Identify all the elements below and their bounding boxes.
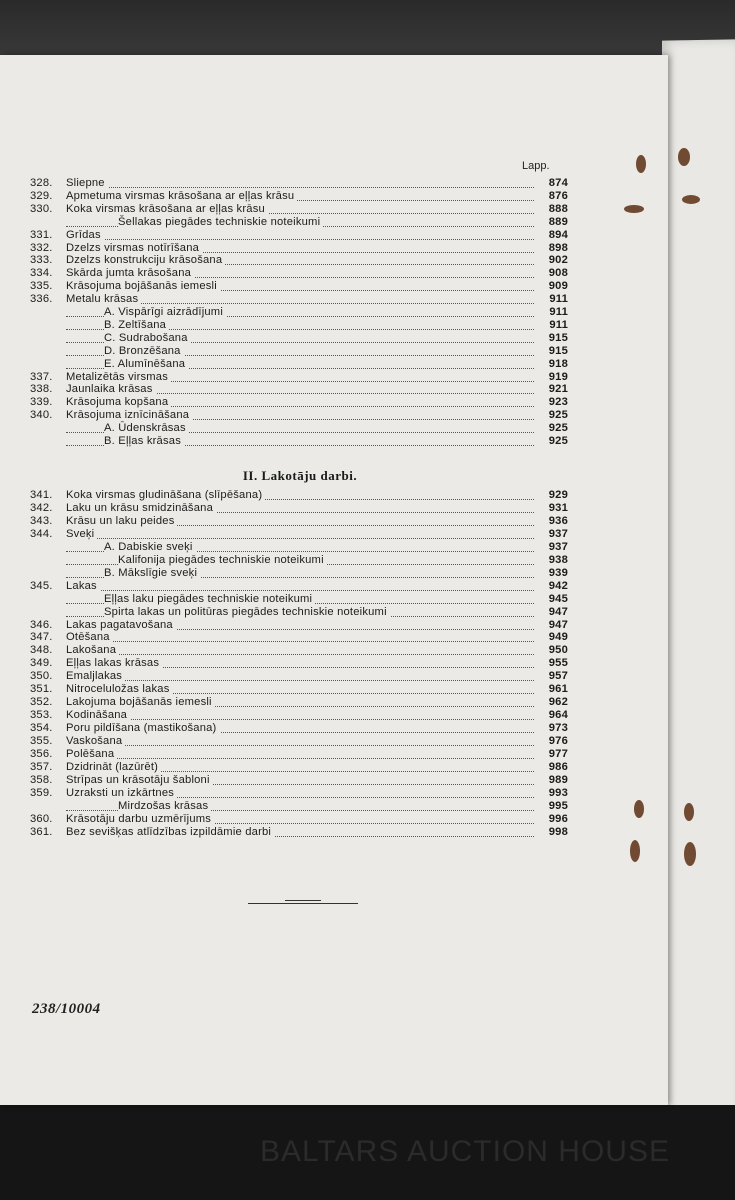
toc-entry	[30, 709, 568, 722]
toc-entry-title: Spirta lakas un politūras piegādes techniskie noteikumi	[104, 606, 390, 619]
toc-entry-number: 337.	[30, 370, 53, 383]
toc-entry-title: Lakošana	[66, 644, 119, 657]
toc-entry-title: Vaskošana	[66, 735, 125, 748]
toc-entry	[30, 190, 568, 203]
toc-entry-title: Emaljlakas	[66, 670, 125, 683]
toc-entry-title: A. Vispārīgi aizrādījumi	[104, 306, 226, 319]
toc-entry-number: 350.	[30, 670, 53, 683]
toc-entry-page: 996	[536, 813, 568, 826]
toc-entry-page: 889	[536, 216, 568, 229]
toc-entry	[30, 280, 568, 293]
toc-entry	[30, 358, 568, 371]
dot-leader	[66, 644, 534, 655]
toc-entry-page: 973	[536, 722, 568, 735]
toc-entry	[30, 267, 568, 280]
toc-entry-page: 947	[536, 606, 568, 619]
toc-entry-title: Kodināšana	[66, 709, 130, 722]
toc-entry-title: Skārda jumta krāsošana	[66, 267, 194, 280]
dot-leader	[66, 177, 534, 188]
toc-entry-page: 986	[536, 761, 568, 774]
toc-entry-page: 925	[536, 435, 568, 448]
toc-entry-page: 939	[536, 567, 568, 580]
toc-entry-page: 955	[536, 657, 568, 670]
toc-entry-page: 919	[536, 371, 568, 384]
toc-entry	[30, 293, 568, 306]
toc-entry-page: 902	[536, 254, 568, 267]
toc-entry-number: 332.	[30, 241, 53, 254]
toc-entry-number: 356.	[30, 748, 53, 760]
toc-entry-title: Krāsu un laku peides	[66, 515, 177, 528]
toc-entry-page: 938	[536, 554, 568, 567]
document-page	[0, 55, 668, 1105]
toc-entry	[30, 541, 568, 554]
background-top	[0, 0, 735, 62]
toc-entry	[30, 567, 568, 580]
toc-entry-number: 347.	[30, 631, 53, 644]
toc-entry-title: Grīdas	[66, 229, 104, 242]
toc-entry-title: A. Ūdenskrāsas	[104, 422, 189, 435]
toc-entry-number: 354.	[30, 722, 53, 735]
toc-entry	[30, 606, 568, 619]
toc-entry-page: 950	[536, 644, 568, 657]
toc-entry	[30, 383, 568, 396]
toc-entry-page: 945	[536, 593, 568, 606]
toc-entry-page: 874	[536, 177, 568, 190]
toc-entry-page: 936	[536, 515, 568, 528]
toc-entry-page: 989	[536, 774, 568, 787]
toc-entry	[30, 306, 568, 319]
toc-entry-number: 330.	[30, 202, 53, 215]
toc-entry-title: Uzraksti un izkārtnes	[66, 787, 177, 800]
toc-entry-title: Lakojuma bojāšanās iemesli	[66, 696, 215, 709]
toc-entry-title: Apmetuma virsmas krāsošana ar eļļas krāsu	[66, 190, 297, 203]
toc-entry-page: 909	[536, 280, 568, 293]
toc-entry-title: Jaunlaika krāsas	[66, 383, 156, 396]
toc-entry-title: A. Dabiskie sveķi	[104, 541, 196, 554]
toc-entry	[30, 229, 568, 242]
toc-entry-page: 998	[536, 826, 568, 839]
toc-entry-title: B. Mākslīgie sveķi	[104, 567, 200, 580]
toc-entry	[30, 332, 568, 345]
toc-entry-number: 348.	[30, 644, 53, 657]
toc-entry	[30, 345, 568, 358]
toc-entry-page: 915	[536, 332, 568, 345]
dot-leader	[66, 631, 534, 642]
toc-entry-page: 962	[536, 696, 568, 709]
toc-entry-page: 942	[536, 580, 568, 593]
toc-entry	[30, 826, 568, 839]
divider-rule	[248, 903, 358, 904]
toc-entry-page: 925	[536, 422, 568, 435]
toc-entry-page: 921	[536, 383, 568, 396]
rust-stain	[678, 148, 690, 166]
toc-entry-number: 340.	[30, 409, 53, 422]
toc-entry-title: Poru pildīšana (mastikošana)	[66, 722, 220, 735]
toc-entry-number: 346.	[30, 618, 53, 631]
toc-entry	[30, 502, 568, 515]
dot-leader	[66, 748, 534, 759]
toc-entry-title: Dzidrināt (lazūrēt)	[66, 761, 161, 774]
toc-entry-number: 334.	[30, 267, 53, 280]
toc-entry-page: 915	[536, 345, 568, 358]
dot-leader	[66, 528, 534, 539]
toc-entry-page: 918	[536, 358, 568, 371]
toc-entry-page: 929	[536, 489, 568, 502]
toc-entry	[30, 371, 568, 384]
toc-entry	[30, 748, 568, 761]
toc-entry-title: Metalu krāsas	[66, 293, 141, 306]
toc-entry-number: 329.	[30, 189, 53, 202]
toc-entry	[30, 593, 568, 606]
toc-entry-page: 937	[536, 541, 568, 554]
toc-entry	[30, 735, 568, 748]
toc-entry-title: B. Eļļas krāsas	[104, 435, 184, 448]
toc-entry-number: 335.	[30, 280, 53, 293]
toc-entry-page: 925	[536, 409, 568, 422]
toc-entry-title: Mirdzošas krāsas	[118, 800, 211, 813]
dot-leader	[66, 709, 534, 720]
toc-entry-page: 911	[536, 306, 568, 319]
toc-entry-number: 351.	[30, 683, 53, 696]
rust-stain	[682, 195, 700, 204]
toc-entry-title: Sveķi	[66, 528, 97, 541]
toc-entry-title: D. Bronzēšana	[104, 345, 184, 358]
toc-entry-page: 876	[536, 190, 568, 203]
toc-entry-number: 345.	[30, 579, 53, 592]
dot-leader	[66, 229, 534, 240]
toc-entry	[30, 657, 568, 670]
toc-entry-page: 931	[536, 502, 568, 515]
toc-entry-page: 949	[536, 631, 568, 644]
toc-entry-page: 911	[536, 293, 568, 306]
toc-entry-title: Krāsojuma iznīcināšana	[66, 409, 192, 422]
toc-entry-title: Strīpas un krāsotāju šabloni	[66, 774, 213, 787]
toc-entry	[30, 177, 568, 190]
toc-entry	[30, 683, 568, 696]
toc-entry-number: 328.	[30, 177, 53, 189]
toc-entry-page: 995	[536, 800, 568, 813]
toc-entry	[30, 787, 568, 800]
toc-entry-number: 336.	[30, 293, 53, 306]
toc-entry	[30, 435, 568, 448]
toc-entry-page: 923	[536, 396, 568, 409]
toc-entry-title: Krāsojuma bojāšanās iemesli	[66, 280, 220, 293]
toc-entry-title: B. Zeltīšana	[104, 319, 169, 332]
toc-entry-number: 343.	[30, 514, 53, 527]
printer-imprint: 238/10004	[32, 1001, 101, 1017]
toc-entry-title: Lakas	[66, 580, 100, 593]
toc-entry	[30, 319, 568, 332]
divider-rule-short	[285, 900, 321, 901]
toc-entry-number: 357.	[30, 760, 53, 773]
toc-entry-number: 358.	[30, 773, 53, 786]
toc-entry-title: Bez sevišķas atlīdzības izpildāmie darbi	[66, 826, 274, 839]
toc-entry	[30, 396, 568, 409]
toc-entry	[30, 515, 568, 528]
toc-entry-title: Lakas pagatavošana	[66, 619, 176, 632]
toc-entry-number: 352.	[30, 696, 53, 709]
toc-entry-title: Koka virsmas gludināšana (slīpēšana)	[66, 489, 265, 502]
dot-leader	[66, 580, 534, 591]
toc-entry	[30, 631, 568, 644]
toc-entry-page: 937	[536, 528, 568, 541]
toc-entry-page: 976	[536, 735, 568, 748]
toc-entry-page: 993	[536, 787, 568, 800]
toc-entry-title: Polēšana	[66, 748, 117, 761]
toc-entry-page: 894	[536, 229, 568, 242]
toc-entry-title: Dzelzs virsmas notīrīšana	[66, 242, 202, 255]
toc-entry	[30, 422, 568, 435]
toc-entry-number: 355.	[30, 735, 53, 748]
rust-stain	[634, 800, 644, 818]
toc-entry-page: 911	[536, 319, 568, 332]
toc-entry	[30, 528, 568, 541]
toc-entry	[30, 554, 568, 567]
toc-entry-title: E. Alumīnēšana	[104, 358, 188, 371]
toc-entry-title: Eļļas laku piegādes techniskie noteikumi	[104, 593, 315, 606]
toc-entry-number: 344.	[30, 527, 53, 540]
toc-entry-page: 964	[536, 709, 568, 722]
toc-entry	[30, 216, 568, 229]
toc-entry	[30, 813, 568, 826]
toc-entry	[30, 242, 568, 255]
toc-entry-number: 349.	[30, 657, 53, 670]
toc-entry	[30, 203, 568, 216]
toc-entry-page: 977	[536, 748, 568, 761]
rust-stain	[684, 803, 694, 821]
toc-entry-title: Kalifonija piegādes techniskie noteikumi	[118, 554, 327, 567]
toc-entry-number: 361.	[30, 825, 53, 838]
toc-entry	[30, 619, 568, 632]
toc-entry-number: 359.	[30, 786, 53, 799]
toc-entry-title: Sliepne	[66, 177, 108, 190]
toc-entry	[30, 580, 568, 593]
toc-entry	[30, 774, 568, 787]
toc-entry	[30, 644, 568, 657]
dot-leader	[66, 670, 534, 681]
toc-entry-number: 331.	[30, 228, 53, 241]
toc-entry-title: Šellakas piegādes techniskie noteikumi	[118, 216, 323, 229]
toc-entry	[30, 409, 568, 422]
watermark: BALTARS AUCTION HOUSE	[260, 1135, 670, 1168]
toc-entry-page: 898	[536, 242, 568, 255]
toc-entry-title: Metalizētās virsmas	[66, 371, 171, 384]
section-heading: II. Lakotāju darbi.	[242, 468, 358, 483]
toc-entry-page: 961	[536, 683, 568, 696]
rust-stain	[636, 155, 646, 173]
toc-entry	[30, 489, 568, 502]
toc-entry	[30, 696, 568, 709]
toc-entry-number: 338.	[30, 383, 53, 396]
toc-entry-number: 360.	[30, 812, 53, 825]
toc-entry-title: Eļļas lakas krāsas	[66, 657, 162, 670]
rust-stain	[624, 205, 644, 213]
toc-entry-title: Krāsotāju darbu uzmērījums	[66, 813, 214, 826]
toc-entry	[30, 254, 568, 267]
toc-entry-number: 342.	[30, 501, 53, 514]
dot-leader	[66, 735, 534, 746]
toc-entry-title: Laku un krāsu smidzināšana	[66, 502, 216, 515]
toc-entry-page: 957	[536, 670, 568, 683]
toc-entry-title: Dzelzs konstrukciju krāsošana	[66, 254, 225, 267]
rust-stain	[630, 840, 640, 862]
toc-entry-number: 333.	[30, 254, 53, 267]
toc-entry-number: 339.	[30, 396, 53, 409]
toc-entry-title: Krāsojuma kopšana	[66, 396, 171, 409]
toc-entry	[30, 800, 568, 813]
toc-entry-page: 947	[536, 619, 568, 632]
toc-entry	[30, 761, 568, 774]
toc-entry-title: C. Sudrabošana	[104, 332, 191, 345]
toc-entry	[30, 670, 568, 683]
rust-stain	[684, 842, 696, 866]
toc-entry	[30, 722, 568, 735]
toc-entry-number: 353.	[30, 709, 53, 722]
toc-entry-title: Otēšana	[66, 631, 113, 644]
toc-entry-title: Koka virsmas krāsošana ar eļļas krāsu	[66, 203, 268, 216]
page-column-label: Lapp.	[522, 160, 550, 172]
toc-entry-number: 341.	[30, 489, 53, 501]
toc-entry-page: 908	[536, 267, 568, 280]
toc-entry-title: Nitroceluložas lakas	[66, 683, 173, 696]
toc-entry-page: 888	[536, 203, 568, 216]
